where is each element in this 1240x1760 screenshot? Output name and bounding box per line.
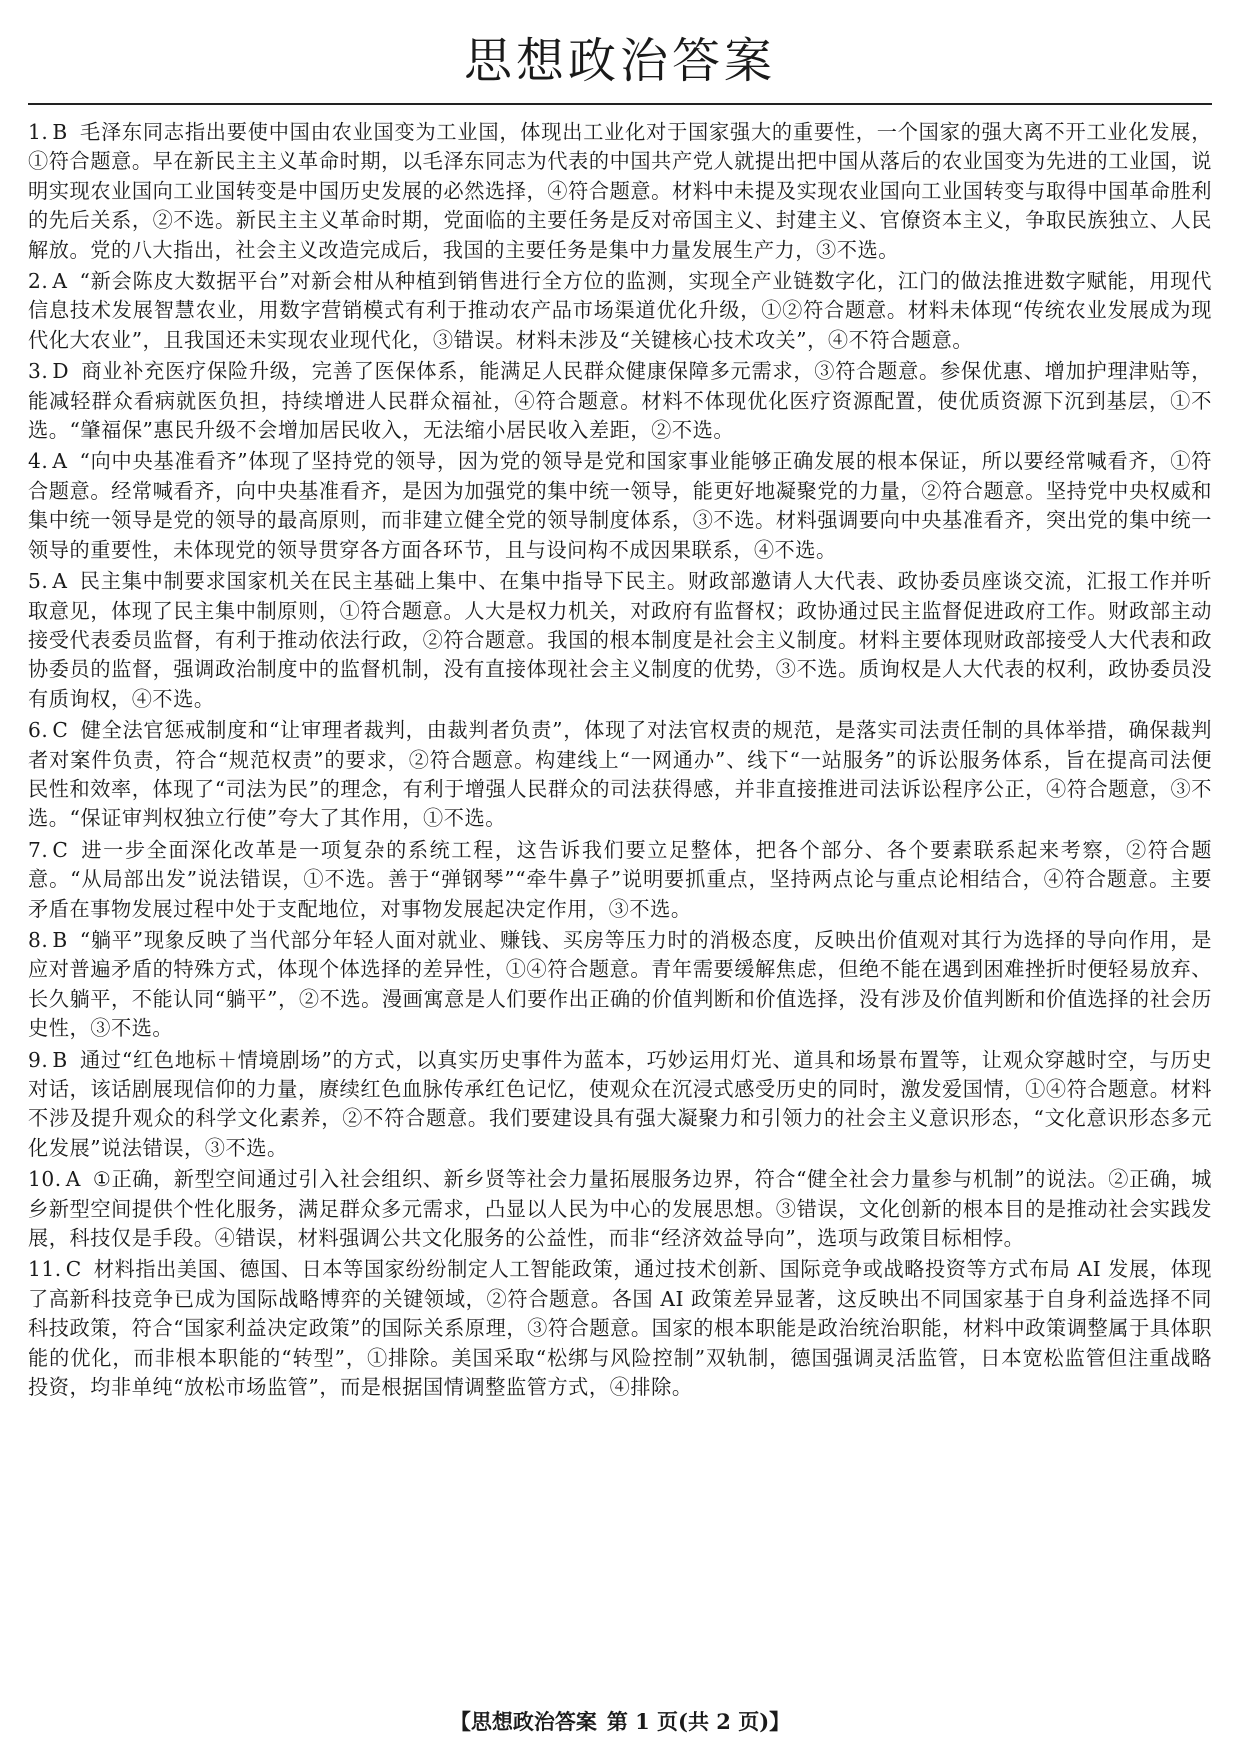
answer-item bbox=[28, 926, 1212, 1044]
answer-item bbox=[28, 267, 1212, 355]
answer-item bbox=[28, 1046, 1212, 1164]
answer-key: A bbox=[52, 449, 68, 474]
answer-list bbox=[28, 118, 1212, 1404]
answer-explanation: 民主集中制要求国家机关在民主基础上集中、在集中指导下民主。财政部邀请人大代表、政协委员座谈交流，汇报工作并听取意见，体现了民主集中制原则，①符合题意。人大是权力机关，对政府有监督权；政协通过民主监督促进政府工作。财政部主动接受代表委员监督，有利于推动依法行政，②符合题意。我国的根本制度是社会主义制度。材料主要体现财政部接受人大代表和政协委员的监督，强调政治制度中的监督机制，没有直接体现社会主义制度的优势，③不选。质询权是人大代表的权利，政协委员没有质询权，④不选。 bbox=[28, 569, 1212, 711]
answer-number: 11. bbox=[28, 1257, 62, 1282]
answer-key: A bbox=[52, 569, 68, 594]
answer-number: 1. bbox=[28, 120, 49, 144]
answer-item bbox=[28, 357, 1212, 445]
answer-number: 6. bbox=[28, 718, 49, 743]
answer-explanation: 毛泽东同志指出要使中国由农业国变为工业国，体现出工业化对于国家强大的重要性，一个国家的强大离不开工业化发展，①符合题意。早在新民主主义革命时期，以毛泽东同志为代表的中国共产党人就提出把中国从落后的农业国变为先进的工业国，说明实现农业国向工业国转变是中国历史发展的必然选择，④符合题意。材料中未提及实现农业国向工业国转变与取得中国革命胜利的先后关系，②不选。新民主主义革命时期，党面临的主要任务是反对帝国主义、封建主义、官僚资本主义，争取民族独立、人民解放。党的八大指出，社会主义改造完成后，我国的主要任务是集中力量发展生产力，③不选。 bbox=[28, 120, 1212, 262]
answer-explanation: 通过“红色地标＋情境剧场”的方式，以真实历史事件为蓝本，巧妙运用灯光、道具和场景布置等，让观众穿越时空，与历史对话，该话剧展现信仰的力量，赓续红色血脉传承红色记忆，使观众在沉浸式感受历史的同时，激发爱国情，①④符合题意。材料不涉及提升观众的科学文化素养，②不符合题意。我们要建设具有强大凝聚力和引领力的社会主义意识形态，“文化意识形态多元化发展”说法错误，③不选。 bbox=[28, 1047, 1212, 1160]
answer-explanation: 进一步全面深化改革是一项复杂的系统工程，这告诉我们要立足整体，把各个部分、各个要素联系起来考察，②符合题意。“从局部出发”说法错误，①不选。善于“弹钢琴”“牵牛鼻子”说明要抓重点，坚持两点论与重点论相结合，④符合题意。主要矛盾在事物发展过程中处于支配地位，对事物发展起决定作用，③不选。 bbox=[28, 837, 1212, 921]
answer-key: A bbox=[65, 1167, 81, 1192]
answer-key: B bbox=[52, 1047, 68, 1072]
answer-item bbox=[28, 1165, 1212, 1253]
answer-number: 4. bbox=[28, 449, 49, 474]
answer-item bbox=[28, 567, 1212, 714]
answer-number: 5. bbox=[28, 569, 49, 594]
answer-key: C bbox=[52, 718, 69, 743]
answer-number: 8. bbox=[28, 927, 49, 952]
answer-item bbox=[28, 716, 1212, 834]
footer-subject: 【思想政治答案 bbox=[449, 1709, 597, 1734]
title-divider bbox=[28, 103, 1212, 105]
answer-explanation: 商业补充医疗保险升级，完善了医保体系，能满足人民群众健康保障多元需求，③符合题意。参保优惠、增加护理津贴等，能减轻群众看病就医负担，持续增进人民群众福祉，④符合题意。材料不体现优化医疗资源配置，使优质资源下沉到基层，①不选。“肇福保”惠民升级不会增加居民收入，无法缩小居民收入差距，②不选。 bbox=[28, 359, 1212, 443]
answer-key: B bbox=[52, 927, 68, 952]
answer-explanation: ①正确，新型空间通过引入社会组织、新乡贤等社会力量拓展服务边界，符合“健全社会力量参与机制”的说法。②正确，城乡新型空间提供个性化服务，满足群众多元需求，凸显以人民为中心的发展思想。③错误，文化创新的根本目的是推动社会实践发展，科技仅是手段。④错误，材料强调公共文化服务的公益性，而非“经济效益导向”，选项与政策目标相悖。 bbox=[28, 1167, 1212, 1251]
answer-explanation: “躺平”现象反映了当代部分年轻人面对就业、赚钱、买房等压力时的消极态度，反映出价值观对其行为选择的导向作用，是应对普遍矛盾的特殊方式，体现个体选择的差异性，①④符合题意。青年需要缓解焦虑，但绝不能在遇到困难挫折时便轻易放弃、长久躺平，不能认同“躺平”，②不选。漫画寓意是人们要作出正确的价值判断和价值选择，没有涉及价值判断和价值选择的社会历史性，③不选。 bbox=[28, 927, 1212, 1041]
answer-item bbox=[28, 1255, 1212, 1402]
answer-number: 2. bbox=[28, 269, 49, 294]
answer-key: A bbox=[52, 269, 68, 294]
answer-item bbox=[28, 836, 1212, 924]
footer-page-number: 第 1 页(共 2 页)】 bbox=[606, 1709, 791, 1734]
answer-explanation: “向中央基准看齐”体现了坚持党的领导，因为党的领导是党和国家事业能够正确发展的根本保证，所以要经常喊看齐，①符合题意。经常喊看齐，向中央基准看齐，是因为加强党的集中统一领导，能更好地凝聚党的力量，②符合题意。坚持党中央权威和集中统一领导是党的领导的最高原则，而非建立健全党的领导制度体系，③不选。材料强调要向中央基准看齐，突出党的集中统一领导的重要性，未体现党的领导贯穿各方面各环节，且与设问构不成因果联系，④不选。 bbox=[28, 449, 1212, 562]
answer-key: C bbox=[52, 837, 69, 862]
answer-explanation: 健全法官惩戒制度和“让审理者裁判，由裁判者负责”，体现了对法官权责的规范，是落实司法责任制的具体举措，确保裁判者对案件负责，符合“规范权责”的要求，②符合题意。构建线上“一网通办”、线下“一站服务”的诉讼服务体系，旨在提高司法便民性和效率，体现了“司法为民”的理念，有利于增强人民群众的司法获得感，并非直接推进司法诉讼程序公正，④符合题意，③不选。“保证审判权独立行使”夸大了其作用，①不选。 bbox=[28, 718, 1212, 831]
answer-key: D bbox=[52, 359, 70, 384]
answer-item bbox=[28, 118, 1212, 265]
answer-key: C bbox=[65, 1257, 82, 1282]
answer-number: 3. bbox=[28, 359, 49, 384]
answer-number: 7. bbox=[28, 837, 49, 862]
page-title: 思想政治答案 bbox=[463, 33, 776, 89]
answer-key: B bbox=[52, 120, 68, 144]
answer-explanation: “新会陈皮大数据平台”对新会柑从种植到销售进行全方位的监测，实现全产业链数字化，江门的做法推进数字赋能，用现代信息技术发展智慧农业，用数字营销模式有利于推动农产品市场渠道优化升级，①②符合题意。材料未体现“传统农业发展成为现代化大农业”，且我国还未实现农业现代化，③错误。材料未涉及“关键核心技术攻关”，④不符合题意。 bbox=[28, 269, 1212, 352]
answer-number: 9. bbox=[28, 1047, 49, 1072]
answer-explanation: 材料指出美国、德国、日本等国家纷纷制定人工智能政策，通过技术创新、国际竞争或战略投资等方式布局 AI 发展，体现了高新科技竞争已成为国际战略博弈的关键领域，②符合题意。各国 AI 政策差异显著，这反映出不同国家基于自身利益选择不同科技政策，符合“国家利益决定政策”的国际关系原理，③符合题意。国家的根本职能是政治统治职能，材料中政策调整属于具体职能的优化，而非根本职能的“转型”，①排除。美国采取“松绑与风险控制”双轨制，德国强调灵活监管，日本宽松监管但注重战略投资，均非单纯“放松市场监管”，而是根据国情调整监管方式，④排除。 bbox=[28, 1257, 1212, 1400]
answer-number: 10. bbox=[28, 1167, 62, 1192]
page-footer bbox=[0, 1706, 1240, 1736]
answer-item bbox=[28, 447, 1212, 565]
